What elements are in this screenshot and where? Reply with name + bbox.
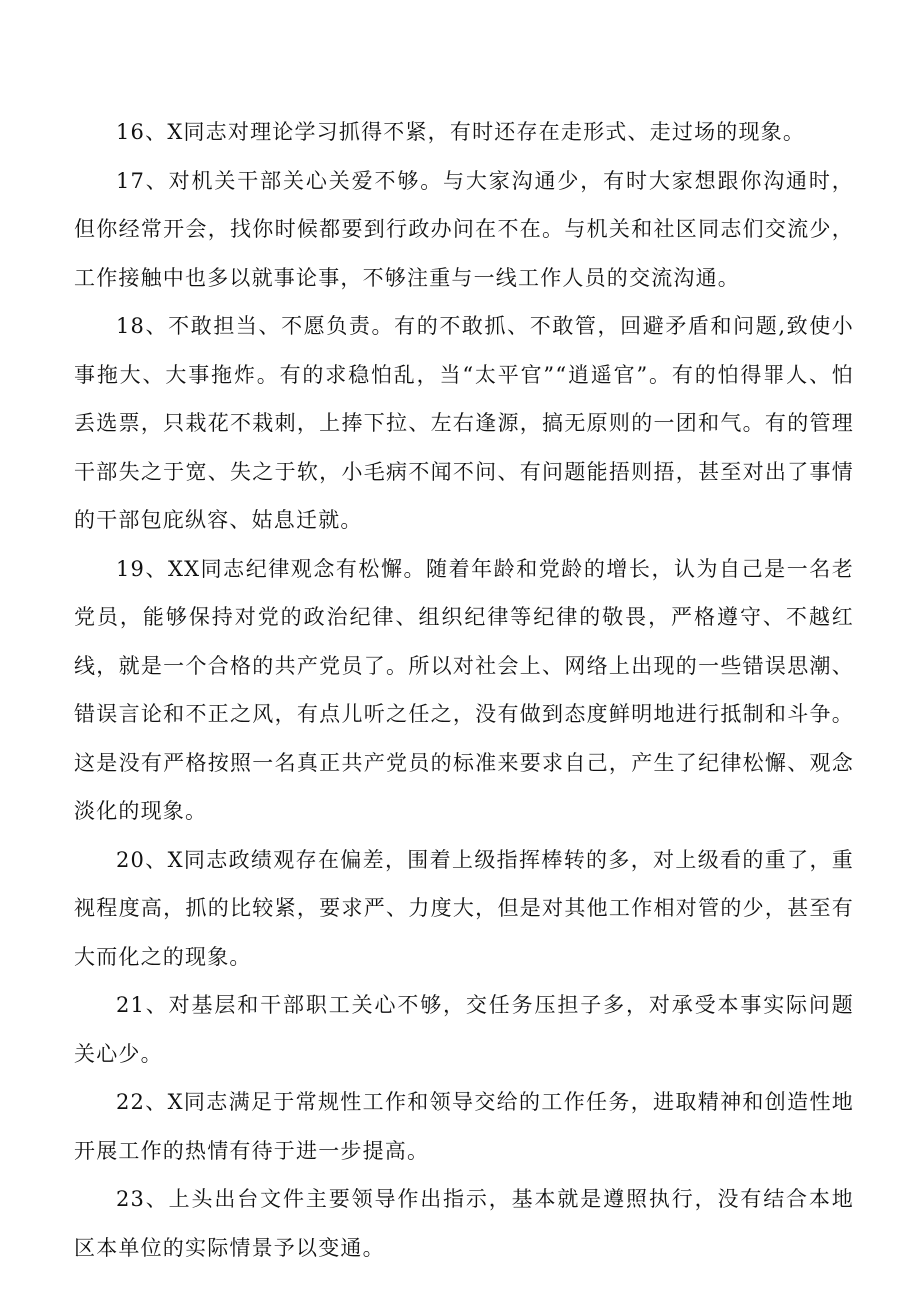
- paragraph-19: 19、XX同志纪律观念有松懈。随着年龄和党龄的增长，认为自己是一名老党员，能够保持对党的政治纪律、组织纪律等纪律的敬畏，严格遵守、不越红线，就是一个合格的共产党员了。所以对社会上、网络上出现的一些错误思潮、错误言论和不正之风，有点儿听之任之，没有做到态度鲜明地进行抵制和斗争。这是没有严格按照一名真正共产党员的标准来要求自己，产生了纪律松懈、观念淡化的现象。: [74, 556, 854, 823]
- paragraph-23: 23、上头出台文件主要领导作出指示，基本就是遵照执行，没有结合本地区本单位的实际情景予以变通。: [74, 1187, 854, 1260]
- paragraph-18: 18、不敢担当、不愿负责。有的不敢抓、不敢管，回避矛盾和问题,致使小事拖大、大事拖炸。有的求稳怕乱，当“太平官”“逍遥官”。有的怕得罪人、怕丢选票，只栽花不栽刺，上捧下拉、左右逢源，搞无原则的一团和气。有的管理干部失之于宽、失之于软，小毛病不闻不问、有问题能捂则捂，甚至对出了事情的干部包庇纵容、姑息迁就。: [74, 314, 854, 532]
- paragraph-21: 21、对基层和干部职工关心不够，交任务压担子多，对承受本事实际问题关心少。: [74, 993, 854, 1066]
- paragraph-20: 20、X同志政绩观存在偏差，围着上级指挥棒转的多，对上级看的重了，重视程度高，抓的比较紧，要求严、力度大，但是对其他工作相对管的少，甚至有大而化之的现象。: [74, 847, 854, 969]
- paragraph-17: 17、对机关干部关心关爱不够。与大家沟通少，有时大家想跟你沟通时，但你经常开会，找你时候都要到行政办问在不在。与机关和社区同志们交流少，工作接触中也多以就事论事，不够注重与一线工作人员的交流沟通。: [74, 168, 854, 290]
- document-body: [74, 108, 854, 1272]
- paragraph-16: 16、X同志对理论学习抓得不紧，有时还存在走形式、走过场的现象。: [116, 120, 806, 144]
- paragraph-22: 22、X同志满足于常规性工作和领导交给的工作任务，进取精神和创造性地开展工作的热情有待于进一步提高。: [74, 1090, 854, 1163]
